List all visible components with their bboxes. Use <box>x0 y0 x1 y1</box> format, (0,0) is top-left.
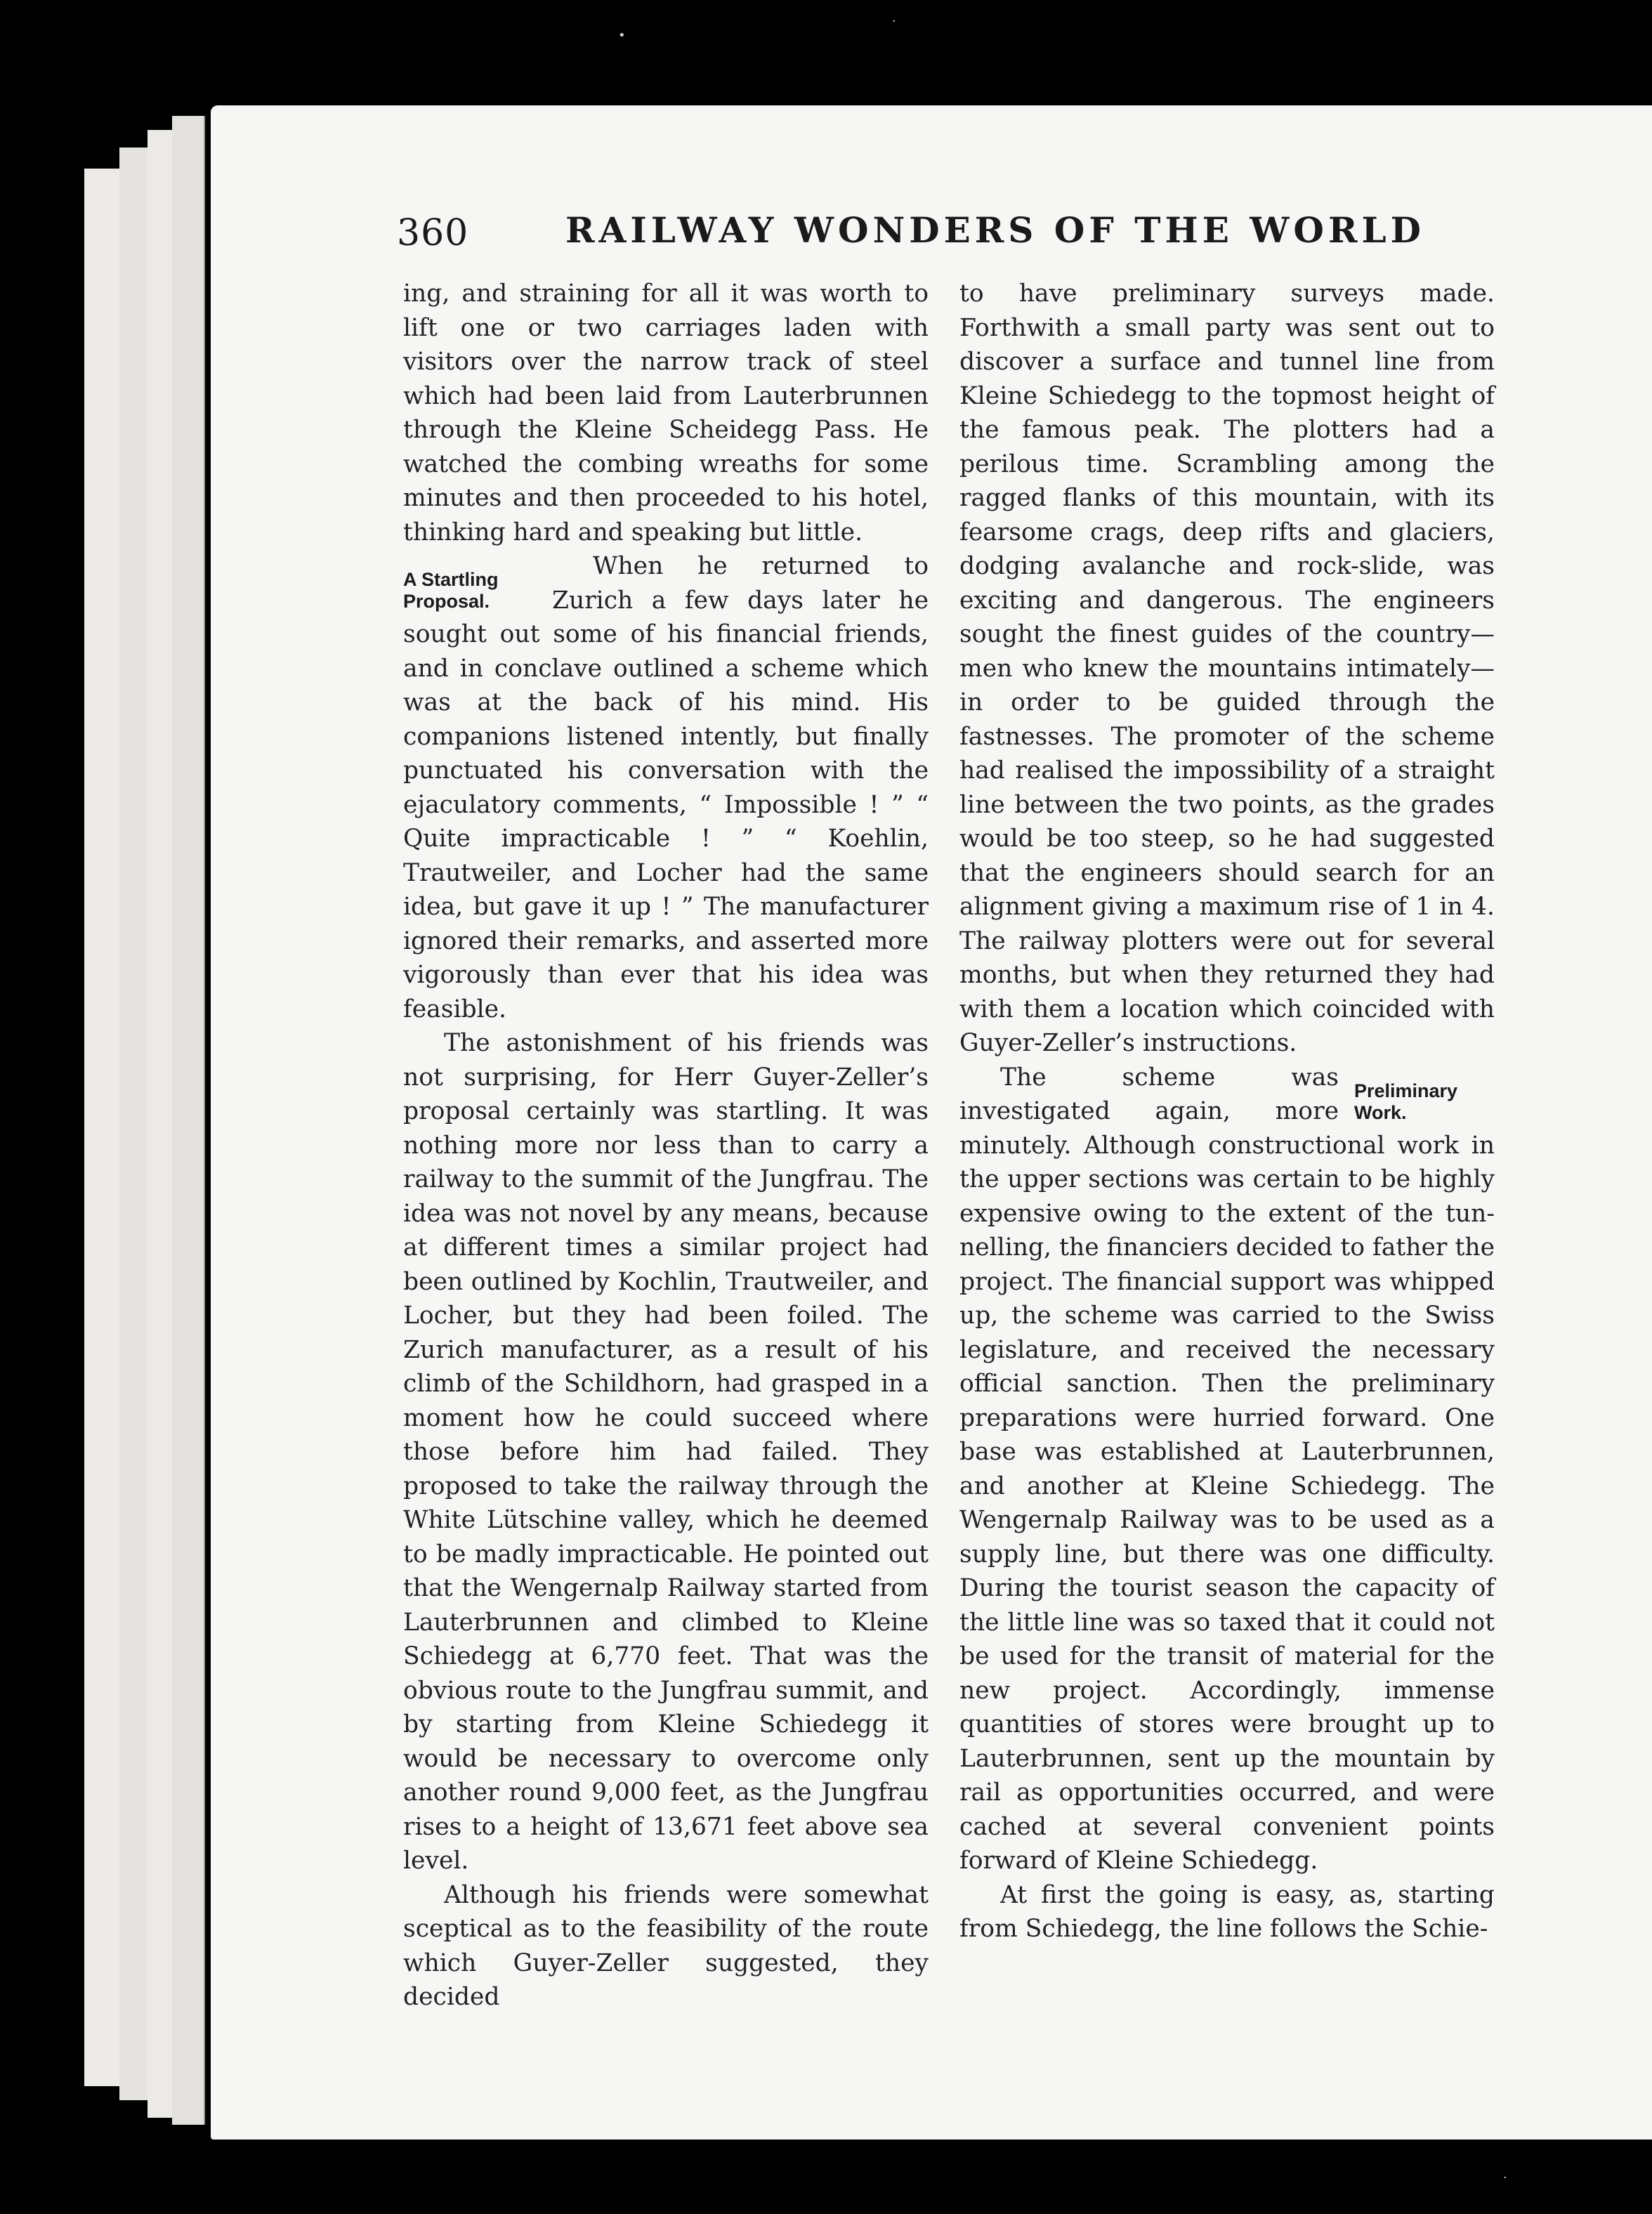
page-edge-4 <box>172 116 205 2125</box>
text-column-right <box>959 277 1495 1943</box>
dust-speck: · <box>1503 2170 1507 2185</box>
paragraph <box>959 1061 1495 1878</box>
page-number: 360 <box>397 212 469 254</box>
paragraph: The astonishment of his friends was not surprising, for Herr Guyer-Zeller’s proposal certainly was startling. It was nothing more nor less than to carry a railway to the summit of the Jungfrau. The idea was not novel by any means, because at different times a similar project had been outlined by Kochlin, Trautweiler, and Locher, but they had been foiled. The Zurich manufacturer, as a result of his climb of the Schildhorn, had grasped in a moment how he could succeed where those before him had failed. They proposed to take the railway through the White Lütschine valley, which he deemed to be madly impracticable. He pointed out that the Wengernalp Railway started from Lauterbrunnen and climbed to Kleine Schiedegg at 6,770 feet. That was the obvious route to the Jungfrau summit, and by starting from Kleine Schiedegg it would be necessary to overcome only another round 9,000 feet, as the Jungfrau rises to a height of 13,671 feet above sea level. <box>403 1029 929 1875</box>
book-title: RAILWAY WONDERS OF THE WORLD <box>565 209 1426 251</box>
paragraph-text: The scheme was investigated again, more minutely. Although constructional work in the upper sections was certain to be highly expensive owing to the extent of the tun- <box>959 1063 1495 1228</box>
text-column-left <box>403 277 929 2011</box>
running-head <box>397 209 1426 258</box>
paragraph <box>403 549 929 1026</box>
dust-speck: · <box>892 14 896 29</box>
paragraph: At first the going is easy, as, starting from Schiedegg, the line follows the Schie- <box>959 1880 1495 1943</box>
sidenote-startling-proposal: A Startling Proposal. <box>403 569 499 612</box>
paragraph-text: nelling, the financiers decided to father the project. The financial support was whipped up, the scheme was carried to the Swiss legislature, and received the necessary official sanction. Then the preliminary preparations were hurried forward. One base was established at Lauterbrunnen, and another at Kleine Schiedegg. The Wengernalp Railway was to be used as a supply line, but there was one difficulty. During the tourist season the capacity of the little line was so taxed that it could not be used for the transit of material for the new project. Accordingly, immense quantities of stores were brought up to Lauterbrunnen, sent up the mountain by rail as opportunities occurred, and were cached at several convenient points forward of Kleine Schiedegg. <box>959 1233 1495 1875</box>
sidenote-preliminary-work: Preliminary Work. <box>1354 1080 1458 1123</box>
paragraph-text: When he returned to Zurich a few days later he sought out some of his financial friends, and in conclave outlined a scheme which was at the back of his mind. His <box>403 552 929 716</box>
paragraph: ing, and straining for all it was worth to lift one or two carriages laden with visitors over the narrow track of steel which had been laid from Lauterbrunnen through the Kleine Scheidegg Pass. He watched the combing wreaths for some minutes and then proceeded to his hotel, thinking hard and speaking but little. <box>403 280 929 546</box>
paragraph-text: companions listened intently, but finally punctuated his conversation with the ejaculatory comments, “ Impossible ! ” “ Quite impracticable ! ” “ Koehlin, Trautweiler, and Locher had the same idea, but gave it up ! ” The manufacturer ignored their remarks, and asserted more vigorously than ever that his idea was feasible. <box>403 722 929 1023</box>
paragraph: to have preliminary surveys made. Forthwith a small party was sent out to discover a surface and tunnel line from Kleine Schiedegg to the topmost height of the famous peak. The plotters had a perilous time. Scrambling among the ragged flanks of this mountain, with its fearsome crags, deep rifts and glaciers, dodging avalanche and rock-slide, was exciting and dangerous. The engineers sought the finest guides of the country—men who knew the mountains intimately—in order to be guided through the fastnesses. The promoter of the scheme had realised the impossibility of a straight line between the two points, as the grades would be too steep, so he had suggested that the engineers should search for an alignment giving a maximum rise of 1 in 4. The railway plotters were out for several months, but when they returned they had with them a location which coincided with Guyer-Zeller’s instructions. <box>959 280 1495 1057</box>
paragraph: Although his friends were somewhat sceptical as to the feasibility of the route which Guyer-Zeller suggested, they decided <box>403 1880 929 2011</box>
dust-speck: • <box>618 28 626 43</box>
